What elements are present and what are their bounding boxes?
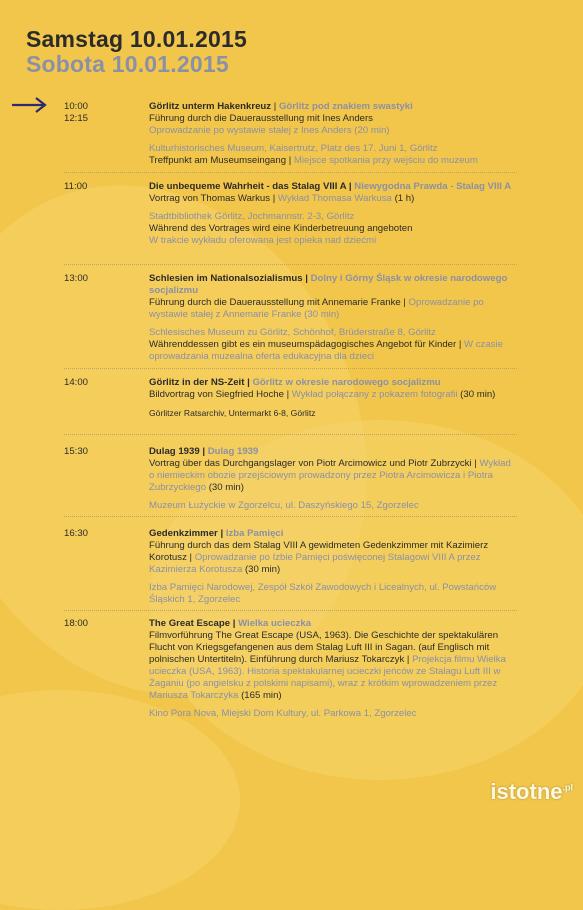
event-note-polish: W trakcie wykładu oferowana jest opieka nad dziećmi: [149, 235, 377, 246]
page-title-polish: Sobota 10.01.2015: [26, 51, 229, 77]
event-title-polish: Izba Pamięci: [225, 528, 284, 539]
divider: [64, 434, 517, 435]
event-duration: (30 min): [244, 564, 281, 575]
event-content: Görlitz unterm Hakenkreuz | Görlitz pod znakiem swastyki Führung durch die Dauerausstellung mit Ines Anders Oprowadzanie po wystawie stałej z Ines Anders (20 min) Kulturhistorisches Museum, Kaisertrutz, Platz des 17. Juni 1, Görlitz Treffpunkt am Museumseingang | Miejsce spotkania przy wejściu do muzeum: [149, 101, 517, 167]
divider: [64, 516, 517, 517]
event-duration: (1 h): [394, 193, 415, 204]
event-content: [149, 618, 517, 720]
event-note-german: Treffpunkt am Museumseingang |: [149, 155, 292, 166]
event-note-german: Während des Vortrages wird eine Kinderbetreuung angeboten: [149, 223, 413, 234]
divider: [64, 264, 517, 265]
watermark-text: istotne: [490, 779, 563, 804]
event-description-german: Führung durch das dem Stalag VIII A gewidmeten Gedenkzimmer mit Kazimierz Korotusz |: [149, 540, 489, 563]
event-note-polish: Miejsce spotkania przy wejściu do muzeum: [293, 155, 478, 166]
event-description-german: Bildvortrag von Siegfried Hoche |: [149, 389, 290, 400]
event-title-polish: Görlitz pod znakiem swastyki: [278, 101, 413, 112]
event-duration: (30 min): [460, 389, 496, 400]
watermark-suffix: .pl: [562, 782, 573, 793]
event-title-polish: Dulag 1939: [207, 446, 259, 457]
event-title-german: Die unbequeme Wahrheit - das Stalag VIII A |: [149, 181, 352, 192]
event-content: [149, 528, 517, 606]
event-description-polish: Wykład Thomasa Warkusa: [277, 193, 392, 204]
event-description-german: Führung durch die Dauerausstellung mit Annemarie Franke |: [149, 297, 406, 308]
event-title-polish: Dolny i Górny Śląsk w okresie narodowego socjalizmu: [149, 273, 508, 296]
event-title-german: Gedenkzimmer |: [149, 528, 224, 539]
event-description-polish: Wykład o niemieckim obozie przejściowym prowadzony przez Piotra Arcimowicza i Piotra Zubrzyckiego: [149, 458, 511, 493]
arrow-right-icon: [12, 96, 48, 114]
event-note-german: Währenddessen gibt es ein museumspädagogisches Angebot für Kinder |: [149, 339, 462, 350]
event-title-german: The Great Escape |: [149, 618, 236, 629]
event-location: Stadtbibliothek Görlitz, Jochmannstr. 2-3, Görlitz: [149, 211, 355, 222]
event-description-polish: Projekcja filmu Wielka ucieczka (USA, 1963). Historia spektakularnej ucieczki jeńców ze Stalagu Luft III w Żaganiu (po angielsku z polskimi napisami), wraz z krótkim wprowadzeniem przez Mariusza Tokarczyka: [149, 654, 506, 701]
event-location: Schlesisches Museum zu Görlitz, Schönhof, Brüderstraße 8, Görlitz: [149, 327, 436, 338]
event-time: 11:00: [64, 181, 88, 192]
event-location: Görlitzer Ratsarchiv, Untermarkt 6-8, Görlitz: [149, 408, 316, 418]
watermark-logo: [490, 779, 573, 805]
event-location: Izba Pamięci Narodowej, Zespół Szkół Zawodowych i Licealnych, ul. Powstańców Śląskich 1, Zgorzelec: [149, 582, 497, 605]
event-title-polish: Niewygodna Prawda - Stalag VIII A: [354, 181, 512, 192]
page-title-german: Samstag 10.01.2015: [26, 26, 247, 52]
event-title-polish: Wielka ucieczka: [238, 618, 312, 629]
event-description-polish: Oprowadzanie po Izbie Pamięci poświęconej Stalagowi VIII A przez Kazimierza Korotusza: [149, 552, 481, 575]
event-description-polish: Wykład połączany z pokazem fotografii: [291, 389, 458, 400]
event-description-german: Filmvorführung The Great Escape (USA, 1963). Die Geschichte der spektakulären Flucht von Kriegsgefangenen aus dem Stalag Luft III in Sagan. (auf Englisch mit polnischen Untertiteln). Einführung durch Mariusz Tokarczyk |: [149, 630, 499, 665]
event-location: Kulturhistorisches Museum, Kaisertrutz, Platz des 17. Juni 1, Görlitz: [149, 143, 438, 154]
event-time: 13:00: [64, 273, 89, 284]
divider: [64, 172, 517, 173]
event-content: [149, 377, 517, 419]
event-time: 16:30: [64, 528, 89, 539]
event-time: 14:00: [64, 377, 89, 388]
event-title-german: Görlitz unterm Hakenkreuz: [149, 101, 272, 112]
event-description-polish: Oprowadzanie po wystawie stałej z Annemarie Franke (30 min): [149, 297, 484, 320]
divider: [64, 368, 517, 369]
event-title-german: Dulag 1939 |: [149, 446, 206, 457]
divider: [64, 610, 517, 611]
event-title-german: Görlitz in der NS-Zeit |: [149, 377, 250, 388]
event-description-german: Vortrag von Thomas Warkus |: [149, 193, 276, 204]
event-description-german: Führung durch die Dauerausstellung mit Ines Anders: [149, 113, 373, 124]
event-title-german: Schlesien im Nationalsozialismus |: [149, 273, 308, 284]
event-duration: (30 min): [208, 482, 244, 493]
event-location: Muzeum Łużyckie w Zgorzelcu, ul. Daszyńskiego 15, Zgorzelec: [149, 500, 419, 511]
event-time: 15:30: [64, 446, 89, 457]
event-description-german: Vortrag über das Durchgangslager von Piotr Arcimowicz und Piotr Zubrzycki |: [149, 458, 477, 469]
event-note-polish: W czasie oprowadzania muzealna oferta edukacyjna dla dzieci: [149, 339, 503, 362]
event-content: [149, 181, 517, 247]
event-description-polish: Oprowadzanie po wystawie stałej z Ines Anders (20 min): [149, 125, 390, 136]
event-title-polish: Görlitz w okresie narodowego socjalizmu: [252, 377, 441, 388]
event-time: 18:00: [64, 618, 89, 629]
event-location: Kino Pora Nova, Miejski Dom Kultury, ul. Parkowa 1, Zgorzelec: [149, 708, 417, 719]
event-duration: (165 min): [241, 690, 282, 701]
event-content: [149, 273, 517, 363]
event-time: 10:00 12:15: [64, 101, 89, 124]
background-shape: [0, 690, 240, 910]
event-content: [149, 446, 517, 512]
